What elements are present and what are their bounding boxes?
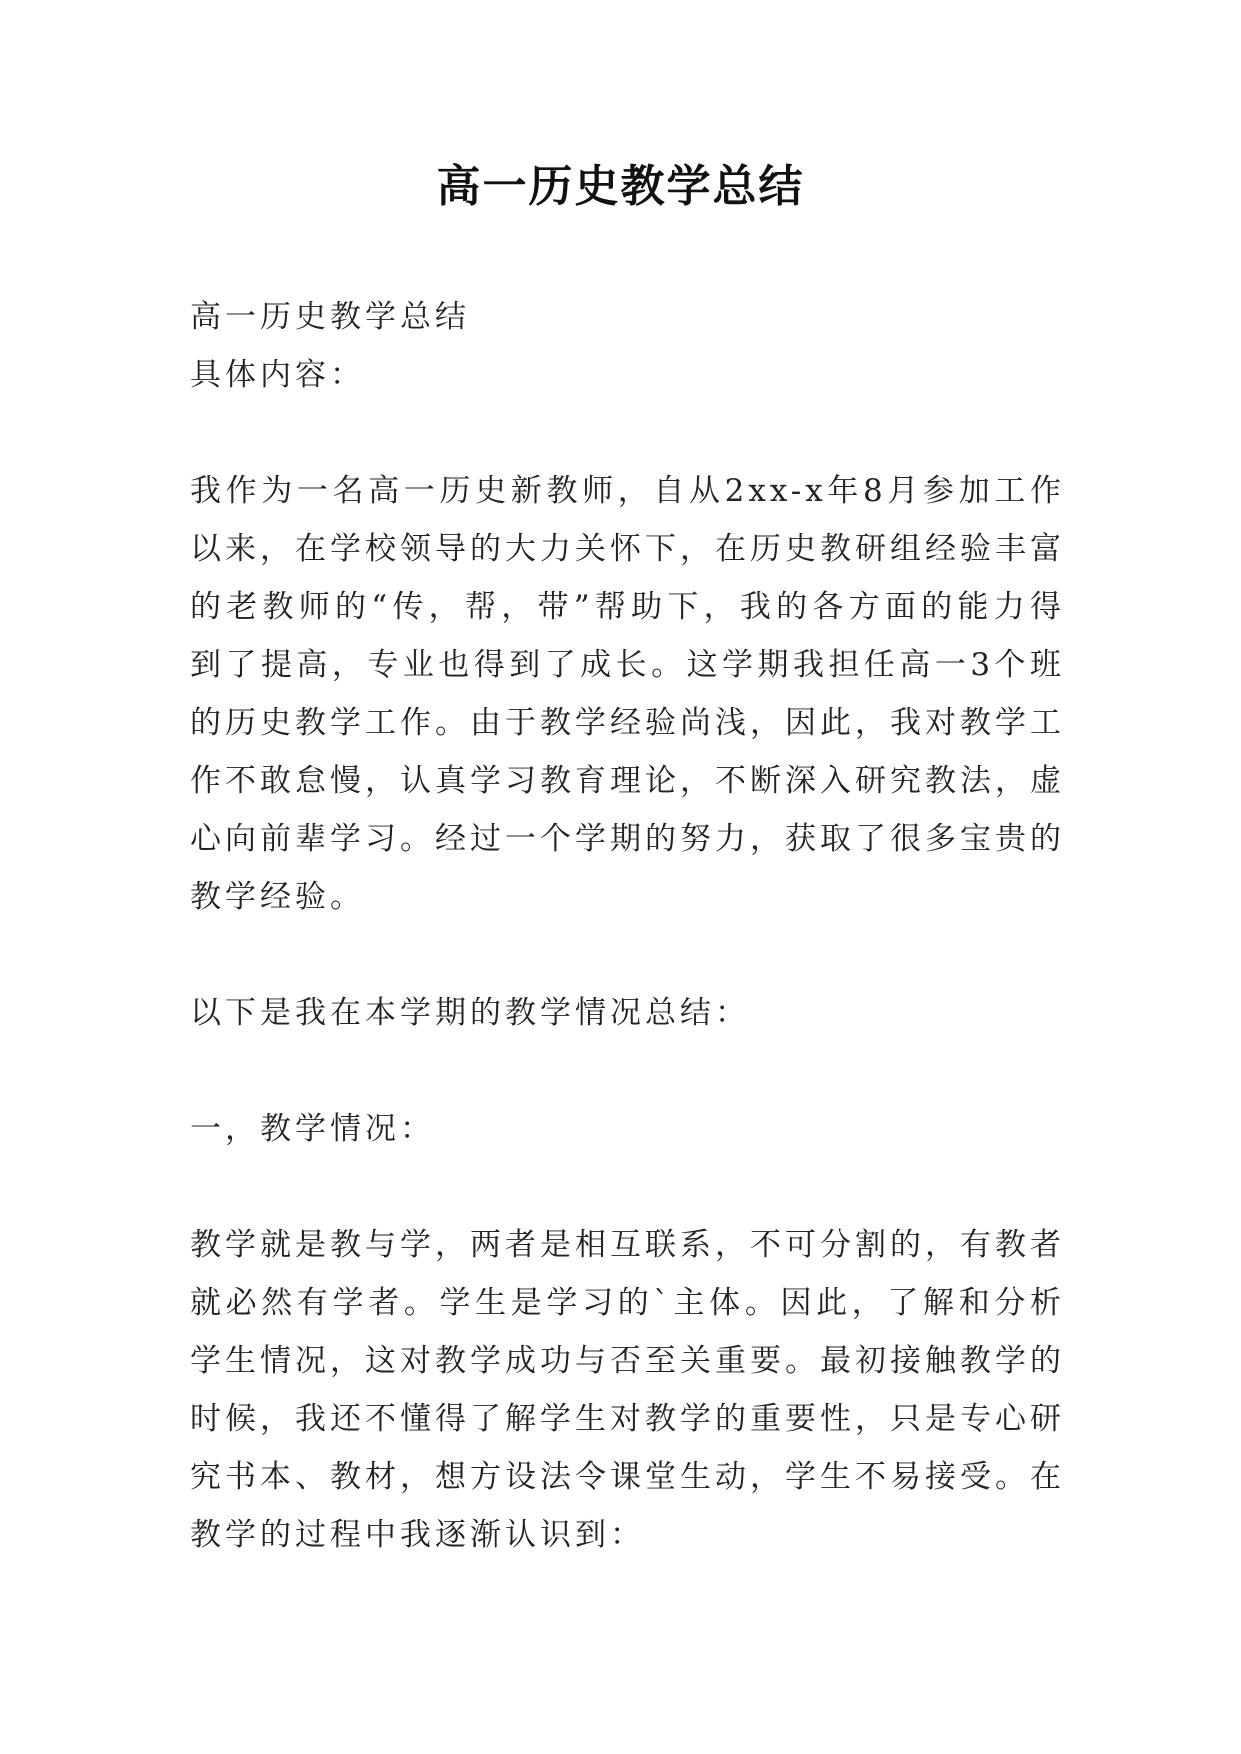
blank-line — [190, 404, 1065, 462]
paragraph-teaching: 教学就是教与学，两者是相互联系，不可分割的，有教者就必然有学者。学生是学习的`主体。因此，了解和分析学生情况，这对教学成功与否至关重要。最初接触教学的时候，我还不懂得了解学生对教学的重要性，只是专心研究书本、教材，想方设法令课堂生动，学生不易接受。在教学的过程中我逐渐认识到： — [190, 1227, 1065, 1553]
section-heading-teaching: 一，教学情况： — [190, 1111, 435, 1147]
intro-label: 具体内容： — [190, 357, 365, 393]
blank-line — [190, 926, 1065, 984]
blank-line — [190, 1158, 1065, 1216]
paragraph-intro: 我作为一名高一历史新教师，自从2xx-x年8月参加工作以来，在学校领导的大力关怀下，在历史教研组经验丰富的老教师的“传，帮，带”帮助下，我的各方面的能力得到了提高，专业也得到了成长。这学期我担任高一3个班的历史教学工作。由于教学经验尚浅，因此，我对教学工作不敢怠慢，认真学习教育理论，不断深入研究教法，虚心向前辈学习。经过一个学期的努力，获取了很多宝贵的教学经验。 — [190, 473, 1065, 915]
document-title: 高一历史教学总结 — [436, 161, 805, 212]
document-body — [190, 288, 1065, 1564]
intro-heading: 高一历史教学总结 — [190, 299, 470, 335]
blank-line — [190, 1042, 1065, 1100]
paragraph-summary-lead: 以下是我在本学期的教学情况总结： — [190, 995, 750, 1031]
